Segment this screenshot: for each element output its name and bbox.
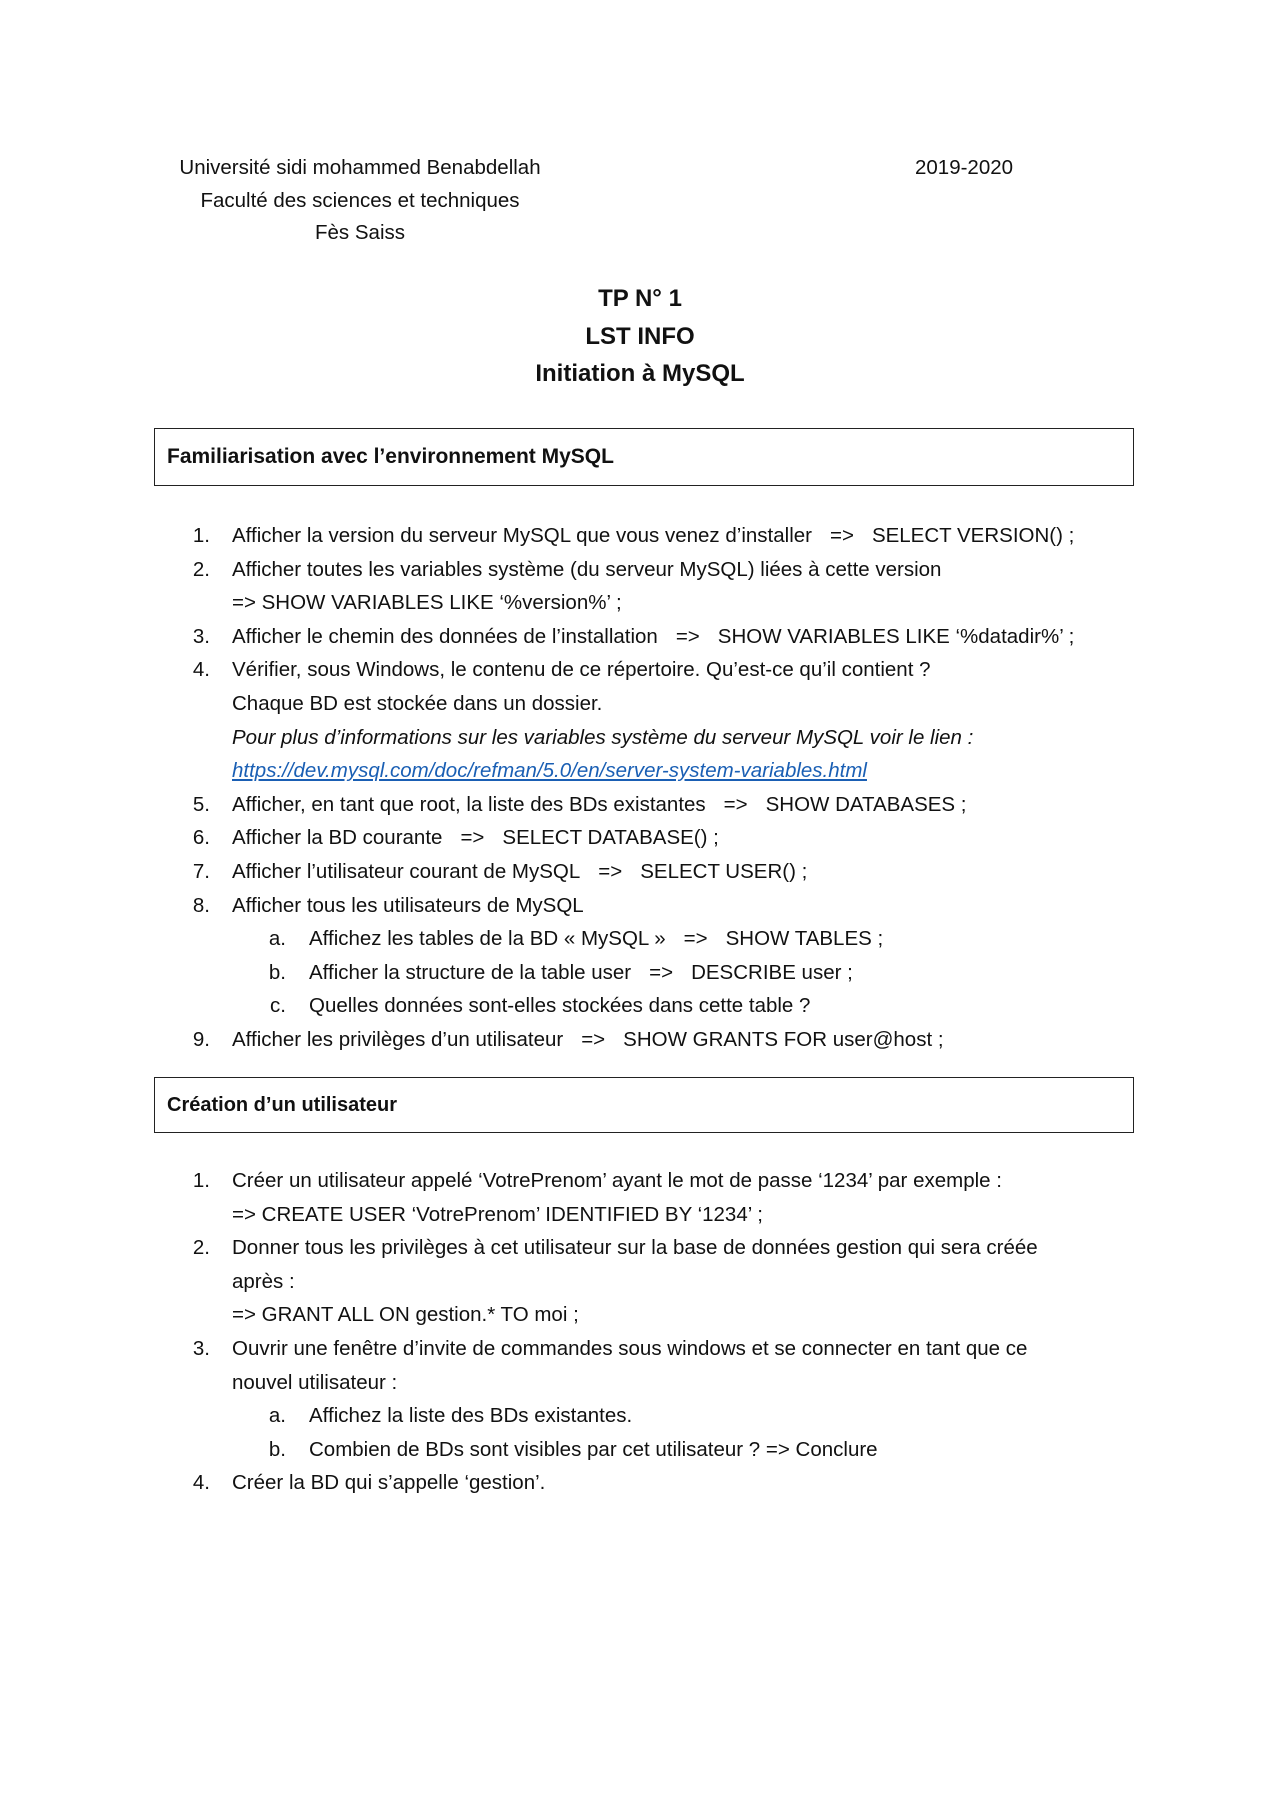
link-wrap bbox=[232, 754, 867, 788]
item-instruction: Ouvrir une fenêtre d’invite de commandes sous windows et se connecter en tant que ce bbox=[232, 1336, 1028, 1360]
list-item bbox=[0, 620, 1280, 654]
sql-command: SELECT DATABASE() ; bbox=[502, 826, 719, 850]
list-item bbox=[0, 1332, 1280, 1366]
sql-command: SHOW VARIABLES LIKE ‘%datadir%’ ; bbox=[717, 624, 1075, 648]
item-text bbox=[232, 788, 966, 822]
list-item bbox=[0, 653, 1280, 687]
list-item bbox=[0, 989, 1280, 1023]
institution-block bbox=[140, 152, 580, 250]
item-instruction: Afficher la version du serveur MySQL que vous venez d’installer bbox=[232, 524, 812, 547]
item-number: 9. bbox=[192, 1027, 210, 1051]
list-item bbox=[0, 922, 1280, 956]
item-instruction: Créer la BD qui s’appelle ‘gestion’. bbox=[232, 1471, 546, 1495]
item-instruction: Affichez les tables de la BD « MySQL » bbox=[309, 927, 666, 951]
item-instruction: Créer un utilisateur appelé ‘VotrePrenom’ ayant le mot de passe ‘1234’ par exemple : bbox=[232, 1169, 1002, 1192]
item-instruction: Quelles données sont-elles stockées dans cette table ? bbox=[309, 994, 811, 1018]
item-instruction: Afficher la structure de la table user bbox=[309, 960, 632, 984]
item-number: 4. bbox=[192, 1471, 210, 1495]
arrow-symbol: => bbox=[675, 624, 700, 648]
item-text: Chaque BD est stockée dans un dossier. bbox=[232, 691, 603, 715]
list-item bbox=[0, 1164, 1280, 1198]
item-text: => CREATE USER ‘VotrePrenom’ IDENTIFIED BY ‘1234’ ; bbox=[232, 1202, 763, 1226]
item-instruction: Afficher l’utilisateur courant de MySQL bbox=[232, 859, 581, 883]
arrow-symbol: => bbox=[460, 826, 485, 850]
item-number: 1. bbox=[192, 1169, 210, 1192]
arrow-symbol: => bbox=[649, 960, 674, 984]
list-item-link bbox=[0, 754, 1280, 788]
item-number: 8. bbox=[192, 893, 210, 917]
item-text: => GRANT ALL ON gestion.* TO moi ; bbox=[232, 1303, 579, 1327]
list-item-note bbox=[0, 721, 1280, 755]
item-number: 4. bbox=[192, 658, 210, 682]
list-item bbox=[0, 1399, 1280, 1433]
list-item bbox=[0, 956, 1280, 990]
item-number: 2. bbox=[192, 1236, 210, 1260]
item-text bbox=[232, 1164, 1002, 1198]
item-text bbox=[232, 1466, 545, 1500]
item-instruction: Afficher toutes les variables système (du serveur MySQL) liées à cette version bbox=[232, 557, 942, 581]
sql-command: DESCRIBE user ; bbox=[691, 960, 853, 984]
section-heading-creation-utilisateur: Création d’un utilisateur bbox=[154, 1077, 1134, 1133]
item-instruction: Afficher la BD courante bbox=[232, 826, 443, 850]
item-instruction: Afficher tous les utilisateurs de MySQL bbox=[232, 893, 584, 917]
item-text: nouvel utilisateur : bbox=[232, 1370, 398, 1394]
item-instruction: Affichez la liste des BDs existantes. bbox=[309, 1404, 633, 1428]
section-heading-familiarisation: Familiarisation avec l’environnement MySQL bbox=[154, 428, 1134, 486]
sql-command: SELECT VERSION() ; bbox=[871, 524, 1075, 547]
list-item bbox=[0, 788, 1280, 822]
item-text bbox=[232, 889, 584, 923]
item-instruction: Afficher le chemin des données de l’installation bbox=[232, 624, 658, 648]
university-name: Université sidi mohammed Benabdellah bbox=[179, 156, 541, 179]
campus-name: Fès Saiss bbox=[315, 221, 405, 244]
item-number: a. bbox=[268, 927, 286, 951]
list-item-continuation bbox=[0, 1198, 1280, 1232]
item-number: 6. bbox=[192, 826, 210, 850]
item-number: 3. bbox=[192, 624, 210, 648]
item-number: 1. bbox=[192, 524, 210, 547]
item-number: b. bbox=[268, 1437, 286, 1461]
list-item bbox=[0, 821, 1280, 855]
list-item bbox=[0, 855, 1280, 889]
item-instruction: Afficher les privilèges d’un utilisateur bbox=[232, 1027, 564, 1051]
list-item bbox=[0, 519, 1280, 553]
list-item-continuation bbox=[0, 1366, 1280, 1400]
item-text bbox=[309, 989, 810, 1023]
list-item bbox=[0, 1433, 1280, 1467]
academic-year: 2019-2020 bbox=[915, 156, 1014, 179]
section2-list bbox=[0, 1164, 1280, 1500]
item-text bbox=[309, 956, 853, 990]
list-item-continuation bbox=[0, 687, 1280, 721]
item-text bbox=[309, 1399, 632, 1433]
item-text bbox=[232, 653, 931, 687]
item-text: après : bbox=[232, 1269, 295, 1293]
item-number: b. bbox=[268, 960, 286, 984]
item-text bbox=[309, 922, 883, 956]
tp-number: TP N° 1 bbox=[598, 285, 682, 312]
item-instruction: Afficher, en tant que root, la liste des BDs existantes bbox=[232, 792, 706, 816]
arrow-symbol: => bbox=[723, 792, 748, 816]
tp-subject: Initiation à MySQL bbox=[535, 360, 745, 387]
item-text bbox=[232, 553, 941, 587]
item-number: c. bbox=[270, 994, 286, 1018]
item-instruction: Vérifier, sous Windows, le contenu de ce répertoire. Qu’est-ce qu’il contient ? bbox=[232, 658, 931, 682]
sql-command: SELECT USER() ; bbox=[640, 859, 808, 883]
item-note: Pour plus d’informations sur les variables système du serveur MySQL voir le lien : bbox=[232, 725, 974, 749]
section1-list bbox=[0, 519, 1280, 1057]
list-item bbox=[0, 553, 1280, 587]
arrow-symbol: => bbox=[598, 859, 623, 883]
item-instruction: Donner tous les privilèges à cet utilisateur sur la base de données gestion qui sera créée bbox=[232, 1236, 1038, 1260]
documentation-link[interactable]: https://dev.mysql.com/doc/refman/5.0/en/server-system-variables.html bbox=[232, 759, 867, 783]
title-block bbox=[0, 280, 1280, 393]
item-number: 3. bbox=[192, 1336, 210, 1360]
sql-command: SHOW DATABASES ; bbox=[765, 792, 967, 816]
list-item-continuation bbox=[0, 1265, 1280, 1299]
item-text bbox=[232, 1023, 944, 1057]
item-text bbox=[309, 1433, 878, 1467]
arrow-symbol: => bbox=[683, 927, 708, 951]
item-text bbox=[232, 855, 807, 889]
list-item-continuation bbox=[0, 1298, 1280, 1332]
list-item bbox=[0, 1023, 1280, 1057]
item-number: 5. bbox=[192, 792, 210, 816]
arrow-symbol: => bbox=[581, 1027, 606, 1051]
item-number: 2. bbox=[192, 557, 210, 581]
sql-command: SHOW GRANTS FOR user@host ; bbox=[623, 1027, 944, 1051]
faculty-name: Faculté des sciences et techniques bbox=[200, 188, 520, 212]
item-text bbox=[232, 821, 719, 855]
item-text bbox=[232, 519, 1074, 553]
list-item bbox=[0, 889, 1280, 923]
list-item-continuation bbox=[0, 586, 1280, 620]
sql-command: SHOW TABLES ; bbox=[725, 927, 884, 951]
item-text bbox=[232, 1332, 1027, 1366]
item-number: a. bbox=[268, 1404, 286, 1428]
item-instruction: Combien de BDs sont visibles par cet utilisateur ? => Conclure bbox=[309, 1437, 878, 1461]
list-item bbox=[0, 1466, 1280, 1500]
item-text bbox=[232, 620, 1074, 654]
list-item bbox=[0, 1231, 1280, 1265]
class-name: LST INFO bbox=[585, 322, 695, 350]
item-text bbox=[232, 1231, 1038, 1265]
item-number: 7. bbox=[192, 859, 210, 883]
arrow-symbol: => bbox=[829, 524, 854, 547]
item-text: => SHOW VARIABLES LIKE ‘%version%’ ; bbox=[232, 591, 622, 615]
